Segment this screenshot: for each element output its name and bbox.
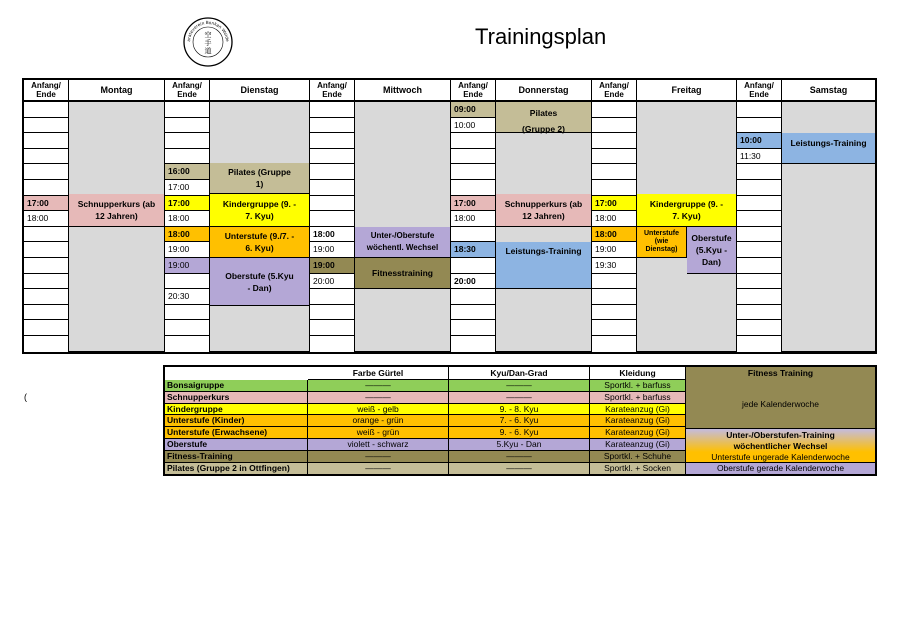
legend-unterstufe-note: Unterstufe ungerade Kalenderwoche [686,452,875,463]
time-cell-samstag-12 [737,289,782,305]
time-cell-mittwoch-5 [310,180,355,196]
time-cell-samstag-1 [737,118,782,134]
legend-row-kleidung: Karateanzug (Gi) [590,427,686,439]
time-cell-freitag-7: 18:00 [592,211,637,227]
stray-parenthesis: ( [24,392,27,402]
legend-row-name: Kindergruppe [165,404,308,416]
montag-schnupperkurs: Schnupperkurs (ab 12 Jahren) [69,194,165,227]
time-cell-mittwoch-14 [310,320,355,336]
time-cell-montag-0 [24,102,69,118]
time-cell-dienstag-12: 20:30 [165,289,210,305]
legend-oberstufe-note: Oberstufe gerade Kalenderwoche [686,463,875,474]
legend-row-guertel: weiß - grün [308,427,449,439]
legend-row-grad: ——— [449,451,590,463]
time-cell-freitag-11 [592,274,637,290]
legend-row-name: Oberstufe [165,439,308,451]
samstag-leistungstraining: Leistungs-Training [782,133,875,164]
legend-row-kleidung: Sportkl. + Socken [590,463,686,475]
time-cell-mittwoch-7 [310,211,355,227]
time-cell-montag-7: 18:00 [24,211,69,227]
time-cell-mittwoch-2 [310,133,355,149]
header-samstag: Samstag [782,80,875,102]
montag-column [69,102,165,352]
legend-fitness-note: jede Kalenderwoche [686,380,875,428]
time-cell-donnerstag-15 [451,336,496,352]
time-cell-donnerstag-4 [451,164,496,180]
time-cell-donnerstag-11: 20:00 [451,274,496,290]
time-cell-samstag-15 [737,336,782,352]
time-cell-montag-8 [24,227,69,243]
legend-header-grad: Kyu/Dan-Grad [449,367,590,380]
time-cell-freitag-6: 17:00 [592,196,637,212]
legend-row-grad: 9. - 6. Kyu [449,427,590,439]
legend-row-kleidung: Sportkl. + barfuss [590,380,686,392]
time-cell-dienstag-15 [165,336,210,352]
time-cell-samstag-2: 10:00 [737,133,782,149]
time-cell-samstag-6 [737,196,782,212]
time-cell-samstag-7 [737,211,782,227]
dienstag-pilates: Pilates (Gruppe 1) [210,163,310,194]
legend-row-guertel: orange - grün [308,415,449,427]
donnerstag-schnupperkurs: Schnupperkurs (ab 12 Jahren) [496,194,592,227]
time-cell-freitag-1 [592,118,637,134]
time-cell-samstag-5 [737,180,782,196]
time-cell-mittwoch-3 [310,149,355,165]
time-cell-donnerstag-9: 18:30 [451,242,496,258]
donnerstag-pilates: Pilates (Gruppe 2) [496,102,592,133]
dienstag-kindergruppe: Kindergruppe (9. - 7. Kyu) [210,194,310,227]
header-time-montag: Anfang/ Ende [24,80,69,102]
freitag-unterstufe: Unterstufe (wie Dienstag) [637,227,687,258]
legend-row-name: Bonsaigruppe [165,380,308,392]
legend-row-name: Pilates (Gruppe 2 in Ottfingen) [165,463,308,475]
legend-row-name: Fitness-Training [165,451,308,463]
time-cell-mittwoch-12 [310,289,355,305]
time-cell-samstag-0 [737,102,782,118]
legend-header-kleidung: Kleidung [590,367,686,380]
time-cell-freitag-4 [592,164,637,180]
time-cell-dienstag-6: 17:00 [165,196,210,212]
legend-row-grad: ——— [449,392,590,404]
time-cell-montag-3 [24,149,69,165]
time-cell-samstag-14 [737,320,782,336]
legend-row-grad: 7. - 6. Kyu [449,415,590,427]
time-cell-samstag-4 [737,164,782,180]
time-cell-dienstag-5: 17:00 [165,180,210,196]
time-cell-mittwoch-10: 19:00 [310,258,355,274]
legend-wechsel-title: Unter-/Oberstufen-Training wöchentlicher Wechsel [686,428,875,452]
legend-row-guertel: ——— [308,392,449,404]
time-cell-montag-10 [24,258,69,274]
time-cell-dienstag-7: 18:00 [165,211,210,227]
legend-row-guertel: ——— [308,380,449,392]
time-cell-mittwoch-0 [310,102,355,118]
time-cell-montag-11 [24,274,69,290]
legend-row-name: Schnupperkurs [165,392,308,404]
time-cell-dienstag-3 [165,149,210,165]
time-cell-freitag-13 [592,305,637,321]
time-cell-montag-13 [24,305,69,321]
time-cell-dienstag-4: 16:00 [165,164,210,180]
header-mittwoch: Mittwoch [355,80,451,102]
page-title: Trainingsplan [475,24,607,49]
header-time-dienstag: Anfang/ Ende [165,80,210,102]
time-cell-freitag-10: 19:30 [592,258,637,274]
freitag-oberstufe: Oberstufe (5.Kyu - Dan) [687,227,737,274]
legend-row-kleidung: Sportkl. + Schuhe [590,451,686,463]
legend-row-kleidung: Karateanzug (Gi) [590,404,686,416]
header-dienstag: Dienstag [210,80,310,102]
time-cell-montag-2 [24,133,69,149]
time-cell-donnerstag-7: 18:00 [451,211,496,227]
time-cell-montag-5 [24,180,69,196]
logo-kanji-3: 道 [204,47,212,55]
time-cell-donnerstag-8 [451,227,496,243]
time-cell-freitag-14 [592,320,637,336]
legend-row-name: Unterstufe (Kinder) [165,415,308,427]
time-cell-donnerstag-1: 10:00 [451,118,496,134]
time-cell-freitag-2 [592,133,637,149]
freitag-kindergruppe: Kindergruppe (9. - 7. Kyu) [637,194,737,227]
time-cell-mittwoch-13 [310,305,355,321]
time-cell-donnerstag-0: 09:00 [451,102,496,118]
time-cell-samstag-8 [737,227,782,243]
time-cell-mittwoch-11: 20:00 [310,274,355,290]
legend-header-fitness: Fitness Training [686,367,875,380]
header-donnerstag: Donnerstag [496,80,592,102]
time-cell-donnerstag-13 [451,305,496,321]
legend-header-guertel: Farbe Gürtel [308,367,449,380]
header-time-mittwoch: Anfang/ Ende [310,80,355,102]
time-cell-donnerstag-12 [451,289,496,305]
logo-kanji-1: 空 [204,31,212,39]
time-cell-montag-6: 17:00 [24,196,69,212]
time-cell-dienstag-2 [165,133,210,149]
mittwoch-wechsel: Unter-/Oberstufe wöchentl. Wechsel [355,227,451,258]
time-cell-donnerstag-2 [451,133,496,149]
legend-row-grad: 9. - 8. Kyu [449,404,590,416]
legend-row-grad: 5.Kyu - Dan [449,439,590,451]
logo-kanji-2: 手 [204,39,212,47]
dienstag-oberstufe: Oberstufe (5.Kyu - Dan) [210,258,310,306]
time-cell-freitag-8: 18:00 [592,227,637,243]
dienstag-unterstufe: Unterstufe (9./7. - 6. Kyu) [210,227,310,258]
legend-table [163,365,877,476]
time-cell-samstag-11 [737,274,782,290]
donnerstag-column [496,102,592,352]
legend-row-grad: ——— [449,463,590,475]
logo-arc-text: arateverein Bonkan Weide [185,19,231,42]
legend-row-kleidung: Sportkl. + barfuss [590,392,686,404]
schedule-table [22,78,877,354]
time-cell-dienstag-11 [165,274,210,290]
legend-row-guertel: ——— [308,463,449,475]
time-cell-mittwoch-1 [310,118,355,134]
donnerstag-leistungstraining: Leistungs-Training [496,242,592,289]
time-cell-samstag-9 [737,242,782,258]
legend-row-guertel: weiß - gelb [308,404,449,416]
time-cell-dienstag-1 [165,118,210,134]
header-freitag: Freitag [637,80,737,102]
legend-row-guertel: violett - schwarz [308,439,449,451]
time-cell-montag-1 [24,118,69,134]
time-cell-mittwoch-6 [310,196,355,212]
time-cell-freitag-15 [592,336,637,352]
time-cell-freitag-0 [592,102,637,118]
time-cell-mittwoch-9: 19:00 [310,242,355,258]
time-cell-samstag-13 [737,305,782,321]
time-cell-dienstag-10: 19:00 [165,258,210,274]
time-cell-mittwoch-15 [310,336,355,352]
time-cell-samstag-3: 11:30 [737,149,782,165]
legend-row-grad: ——— [449,380,590,392]
time-cell-montag-4 [24,164,69,180]
time-cell-montag-9 [24,242,69,258]
time-cell-dienstag-9: 19:00 [165,242,210,258]
time-cell-freitag-5 [592,180,637,196]
time-cell-freitag-9: 19:00 [592,242,637,258]
header-time-donnerstag: Anfang/ Ende [451,80,496,102]
time-cell-montag-12 [24,289,69,305]
time-cell-dienstag-14 [165,320,210,336]
legend-row-kleidung: Karateanzug (Gi) [590,415,686,427]
legend-row-guertel: ——— [308,451,449,463]
time-cell-donnerstag-10 [451,258,496,274]
legend-row-kleidung: Karateanzug (Gi) [590,439,686,451]
time-cell-montag-14 [24,320,69,336]
time-cell-dienstag-13 [165,305,210,321]
header-time-samstag: Anfang/ Ende [737,80,782,102]
time-cell-donnerstag-6: 17:00 [451,196,496,212]
time-cell-dienstag-0 [165,102,210,118]
time-cell-donnerstag-14 [451,320,496,336]
time-cell-donnerstag-5 [451,180,496,196]
time-cell-mittwoch-8: 18:00 [310,227,355,243]
header-time-freitag: Anfang/ Ende [592,80,637,102]
mittwoch-fitnesstraining: Fitnesstraining [355,258,451,289]
club-logo [182,16,234,68]
header-montag: Montag [69,80,165,102]
time-cell-freitag-12 [592,289,637,305]
time-cell-samstag-10 [737,258,782,274]
legend-row-name: Unterstufe (Erwachsene) [165,427,308,439]
time-cell-donnerstag-3 [451,149,496,165]
time-cell-freitag-3 [592,149,637,165]
time-cell-montag-15 [24,336,69,352]
time-cell-mittwoch-4 [310,164,355,180]
time-cell-dienstag-8: 18:00 [165,227,210,243]
